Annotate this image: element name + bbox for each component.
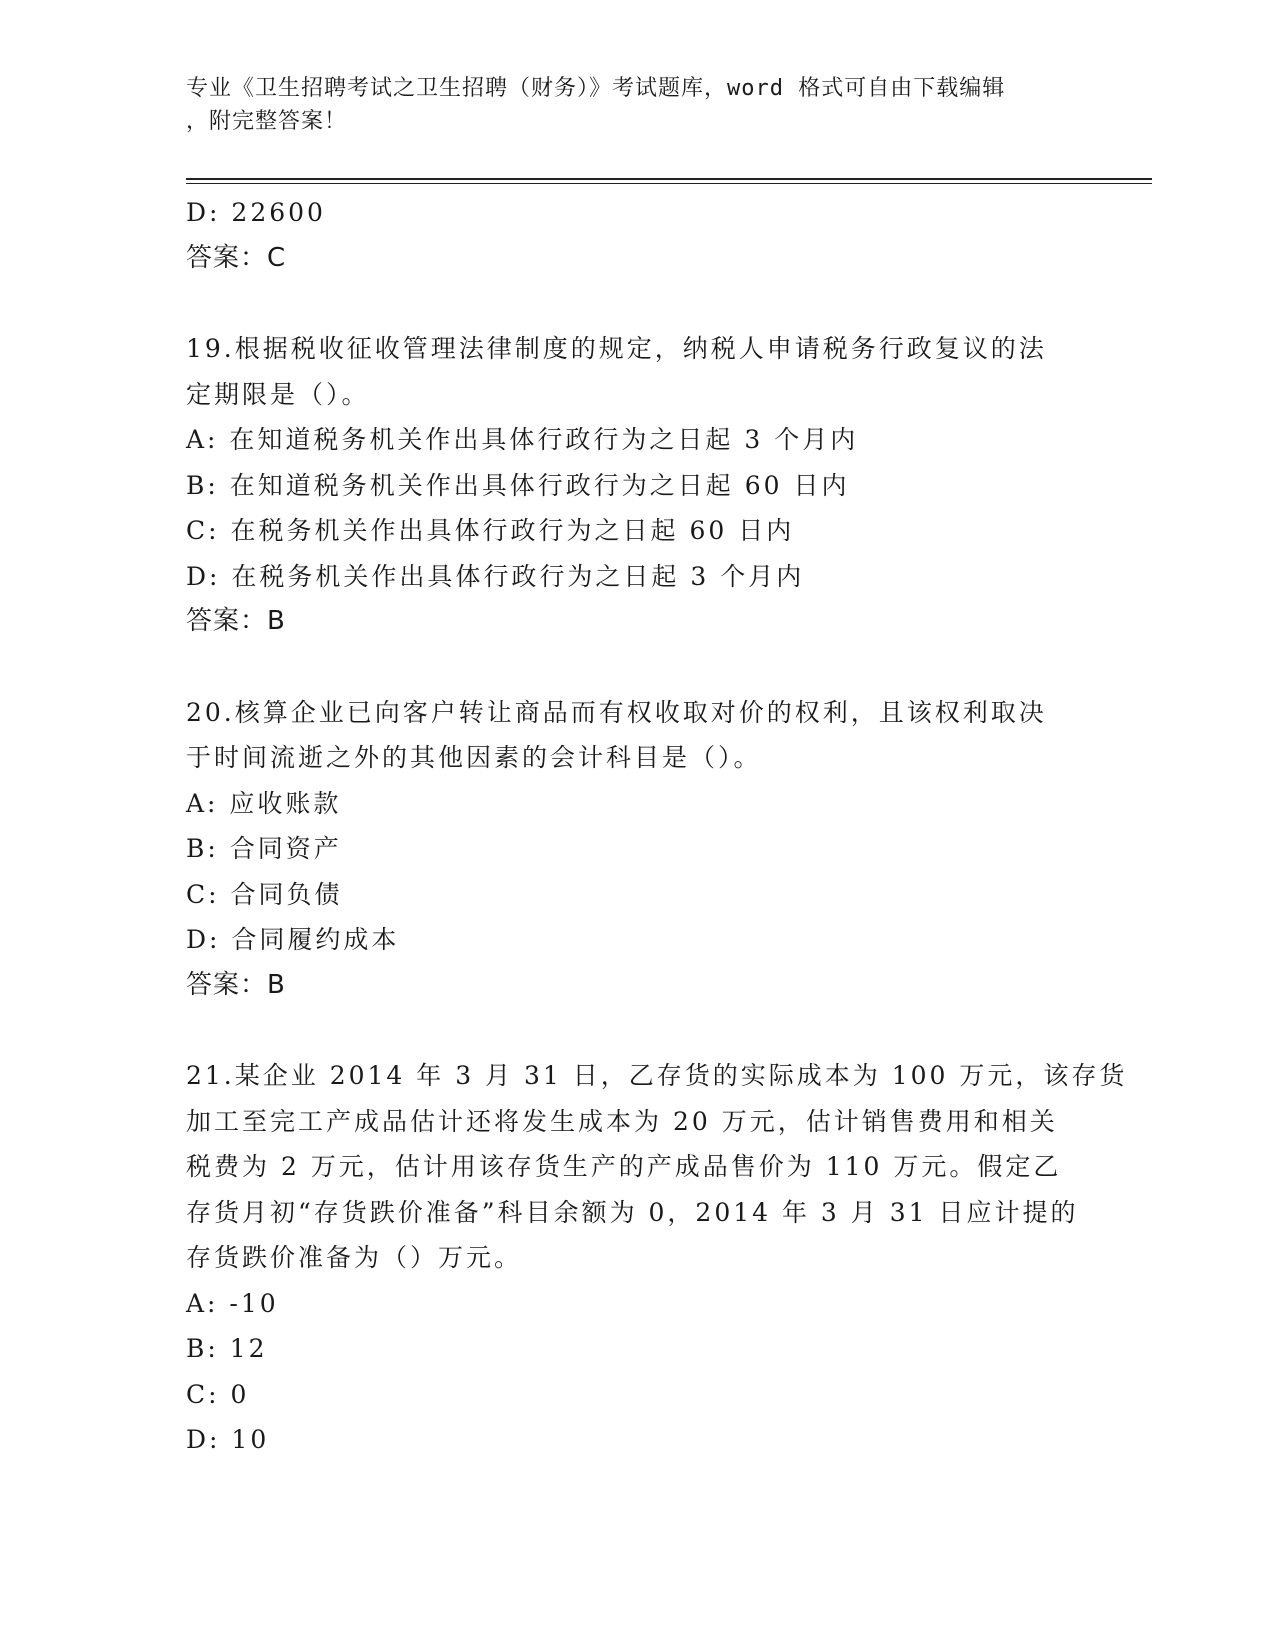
question-21 bbox=[186, 1053, 1128, 1463]
question-stem-line: 定期限是（）。 bbox=[186, 379, 370, 409]
header-divider-thin bbox=[186, 183, 1152, 184]
question-19 bbox=[186, 326, 1086, 645]
option-d: D: 10 bbox=[186, 1425, 270, 1454]
page-header bbox=[186, 72, 1066, 138]
option-c: C: 0 bbox=[186, 1379, 250, 1409]
option-b: B: 在知道税务机关作出具体行政行为之日起 60 日内 bbox=[186, 470, 850, 500]
document-body bbox=[186, 190, 1128, 1463]
option-a: A: 应收账款 bbox=[186, 788, 342, 818]
option-a: A: 在知道税务机关作出具体行政行为之日起 3 个月内 bbox=[186, 425, 859, 454]
option-c: C: 合同负债 bbox=[186, 879, 343, 909]
spacer bbox=[186, 281, 1086, 326]
previous-question-tail bbox=[186, 190, 1086, 281]
question-stem-line: 存货月初“存货跌价准备”科目余额为 0，2014 年 3 月 31 日应计提的 bbox=[186, 1197, 1079, 1227]
question-20 bbox=[186, 690, 1086, 1009]
option-b: B: 合同资产 bbox=[186, 834, 342, 863]
option-d: D: 在税务机关作出具体行政行为之日起 3 个月内 bbox=[186, 561, 805, 591]
spacer bbox=[186, 1008, 1086, 1053]
question-stem-line: 税费为 2 万元，估计用该存货生产的产成品售价为 110 万元。假定乙 bbox=[186, 1152, 1062, 1181]
question-stem-line: 21.某企业 2014 年 3 月 31 日，乙存货的实际成本为 100 万元，该存货 bbox=[186, 1061, 1128, 1090]
question-stem-line: 20.核算企业已向客户转让商品而有权收取对价的权利，且该权利取决 bbox=[186, 697, 1047, 727]
option-a: A: -10 bbox=[186, 1288, 279, 1318]
question-stem-line: 于时间流逝之外的其他因素的会计科目是（）。 bbox=[186, 743, 762, 772]
option-d: D: 22600 bbox=[186, 198, 326, 227]
option-d: D: 合同履约成本 bbox=[186, 925, 400, 954]
header-line-2: ，附完整答案！ bbox=[186, 109, 348, 134]
answer-line: 答案：B bbox=[186, 969, 286, 1000]
question-stem-line: 19.根据税收征收管理法律制度的规定，纳税人申请税务行政复议的法 bbox=[186, 334, 1047, 363]
answer-line: 答案：C bbox=[186, 242, 287, 273]
header-divider bbox=[186, 178, 1152, 180]
option-c: C: 在税务机关作出具体行政行为之日起 60 日内 bbox=[186, 516, 795, 545]
spacer bbox=[186, 645, 1086, 690]
question-stem-line: 存货跌价准备为（）万元。 bbox=[186, 1243, 523, 1272]
answer-line: 答案：B bbox=[186, 606, 286, 636]
option-b: B: 12 bbox=[186, 1334, 268, 1363]
header-line-1: 专业《卫生招聘考试之卫生招聘（财务）》考试题库，word 格式可自由下载编辑 bbox=[186, 76, 1006, 101]
question-stem-line: 加工至完工产成品估计还将发生成本为 20 万元，估计销售费用和相关 bbox=[186, 1106, 1058, 1136]
